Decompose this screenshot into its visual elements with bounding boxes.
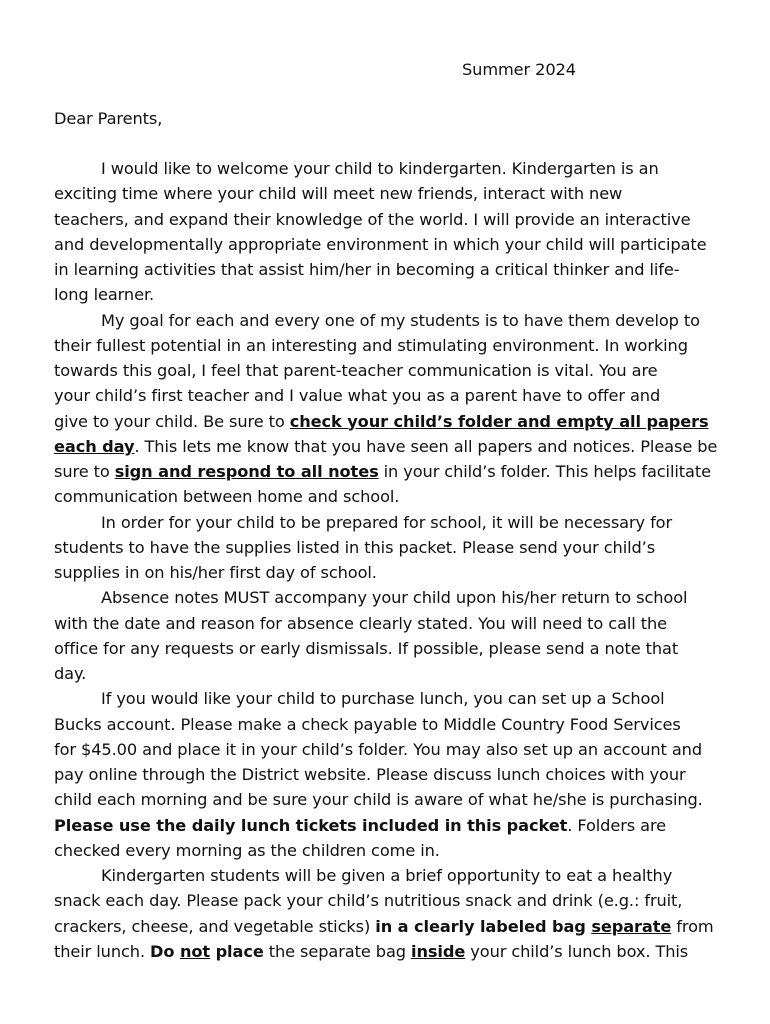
letter-line <box>54 232 724 257</box>
body-text: in your child’s folder. This helps facilitate <box>378 462 711 481</box>
letter-line <box>54 560 724 585</box>
letter-line <box>54 383 724 408</box>
body-text: . This lets me know that you have seen all papers and notices. Please be <box>134 436 718 456</box>
letter-line <box>54 939 724 964</box>
body-text: and developmentally appropriate environment in which your child will participate <box>54 234 707 254</box>
letter-line <box>54 762 724 787</box>
body-text: office for any requests or early dismissals. If possible, please send a note that <box>54 638 679 658</box>
body-text: from <box>671 916 714 936</box>
letter-line <box>54 484 724 509</box>
letter-line <box>54 611 724 636</box>
body-text: in learning activities that assist him/her in becoming a critical thinker and life- <box>54 260 680 279</box>
letter-line <box>54 409 724 434</box>
letter-line <box>54 333 724 358</box>
body-text: day. <box>54 664 87 683</box>
letter-salutation: Dear Parents, <box>54 109 163 128</box>
body-text: students to have the supplies listed in this packet. Please send your child’s <box>54 537 656 557</box>
letter-line <box>54 257 724 282</box>
letter-line <box>54 888 724 913</box>
emphasized-text: sign and respond to all notes <box>114 462 379 481</box>
body-text: give to your child. Be sure to <box>54 411 290 431</box>
body-text: If you would like your child to purchase lunch, you can set up a School <box>101 689 665 709</box>
letter-line <box>54 181 724 206</box>
body-text: for $45.00 and place it in your child’s folder. You may also set up an account and <box>54 739 703 759</box>
letter-line <box>54 434 724 459</box>
letter-line <box>54 308 724 333</box>
emphasized-text: in a clearly labeled bag <box>375 916 592 936</box>
body-text: sure to <box>54 462 115 481</box>
emphasized-text: each day <box>54 436 135 456</box>
emphasized-text: inside <box>411 941 466 961</box>
body-text: supplies in on his/her first day of school. <box>54 563 377 582</box>
emphasized-text: not <box>179 941 211 961</box>
letter-line <box>54 156 724 181</box>
letter-line <box>54 661 724 686</box>
letter-line <box>54 914 724 939</box>
body-text: checked every morning as the children come in. <box>54 840 440 860</box>
body-text: Kindergarten students will be given a brief opportunity to eat a healthy <box>101 866 673 885</box>
letter-line <box>54 585 724 610</box>
letter-line <box>54 737 724 762</box>
emphasized-text: Please use the daily lunch tickets included in this packet <box>54 815 568 835</box>
letter-line <box>54 838 724 863</box>
letter-line <box>54 863 724 888</box>
letter-line <box>54 813 724 838</box>
body-text: crackers, cheese, and vegetable sticks) <box>54 916 376 936</box>
body-text: your child’s lunch box. This <box>465 941 689 961</box>
body-text: exciting time where your child will meet new friends, interact with new <box>54 184 623 204</box>
body-text: your child’s first teacher and I value what you as a parent have to offer and <box>54 386 661 406</box>
letter-line <box>54 358 724 383</box>
letter-date: Summer 2024 <box>462 60 576 79</box>
emphasized-text: check your child’s folder and empty all papers <box>289 411 709 431</box>
body-text: their lunch. <box>54 941 151 961</box>
body-text: My goal for each and every one of my students is to have them develop to <box>101 310 700 330</box>
letter-line <box>54 535 724 560</box>
body-text: I would like to welcome your child to kindergarten. Kindergarten is an <box>101 159 659 178</box>
letter-line <box>54 686 724 711</box>
letter-line <box>54 636 724 661</box>
body-text: their fullest potential in an interesting and stimulating environment. In working <box>54 335 688 355</box>
letter-line <box>54 510 724 535</box>
letter-line <box>54 787 724 812</box>
body-text: the separate bag <box>263 941 411 961</box>
body-text: In order for your child to be prepared for school, it will be necessary for <box>101 512 673 532</box>
body-text: snack each day. Please pack your child’s nutritious snack and drink (e.g.: fruit, <box>54 891 683 911</box>
body-text: pay online through the District website. Please discuss lunch choices with your <box>54 765 686 784</box>
body-text: child each morning and be sure your child is aware of what he/she is purchasing. <box>54 790 703 810</box>
body-text: towards this goal, I feel that parent-teacher communication is vital. You are <box>54 361 658 380</box>
emphasized-text: place <box>210 941 264 961</box>
body-text: Absence notes MUST accompany your child upon his/her return to school <box>101 588 688 608</box>
body-text: Bucks account. Please make a check payable to Middle Country Food Services <box>54 714 681 734</box>
letter-body <box>54 156 724 964</box>
body-text: . Folders are <box>567 815 667 835</box>
letter-line <box>54 459 724 484</box>
emphasized-text: separate <box>591 916 672 936</box>
body-text: communication between home and school. <box>54 487 400 507</box>
body-text: with the date and reason for absence clearly stated. You will need to call the <box>54 613 667 633</box>
emphasized-text: Do <box>150 941 180 961</box>
letter-line <box>54 282 724 307</box>
letter-line <box>54 712 724 737</box>
body-text: long learner. <box>54 285 155 305</box>
body-text: teachers, and expand their knowledge of the world. I will provide an interactive <box>54 209 691 229</box>
letter-line <box>54 207 724 232</box>
